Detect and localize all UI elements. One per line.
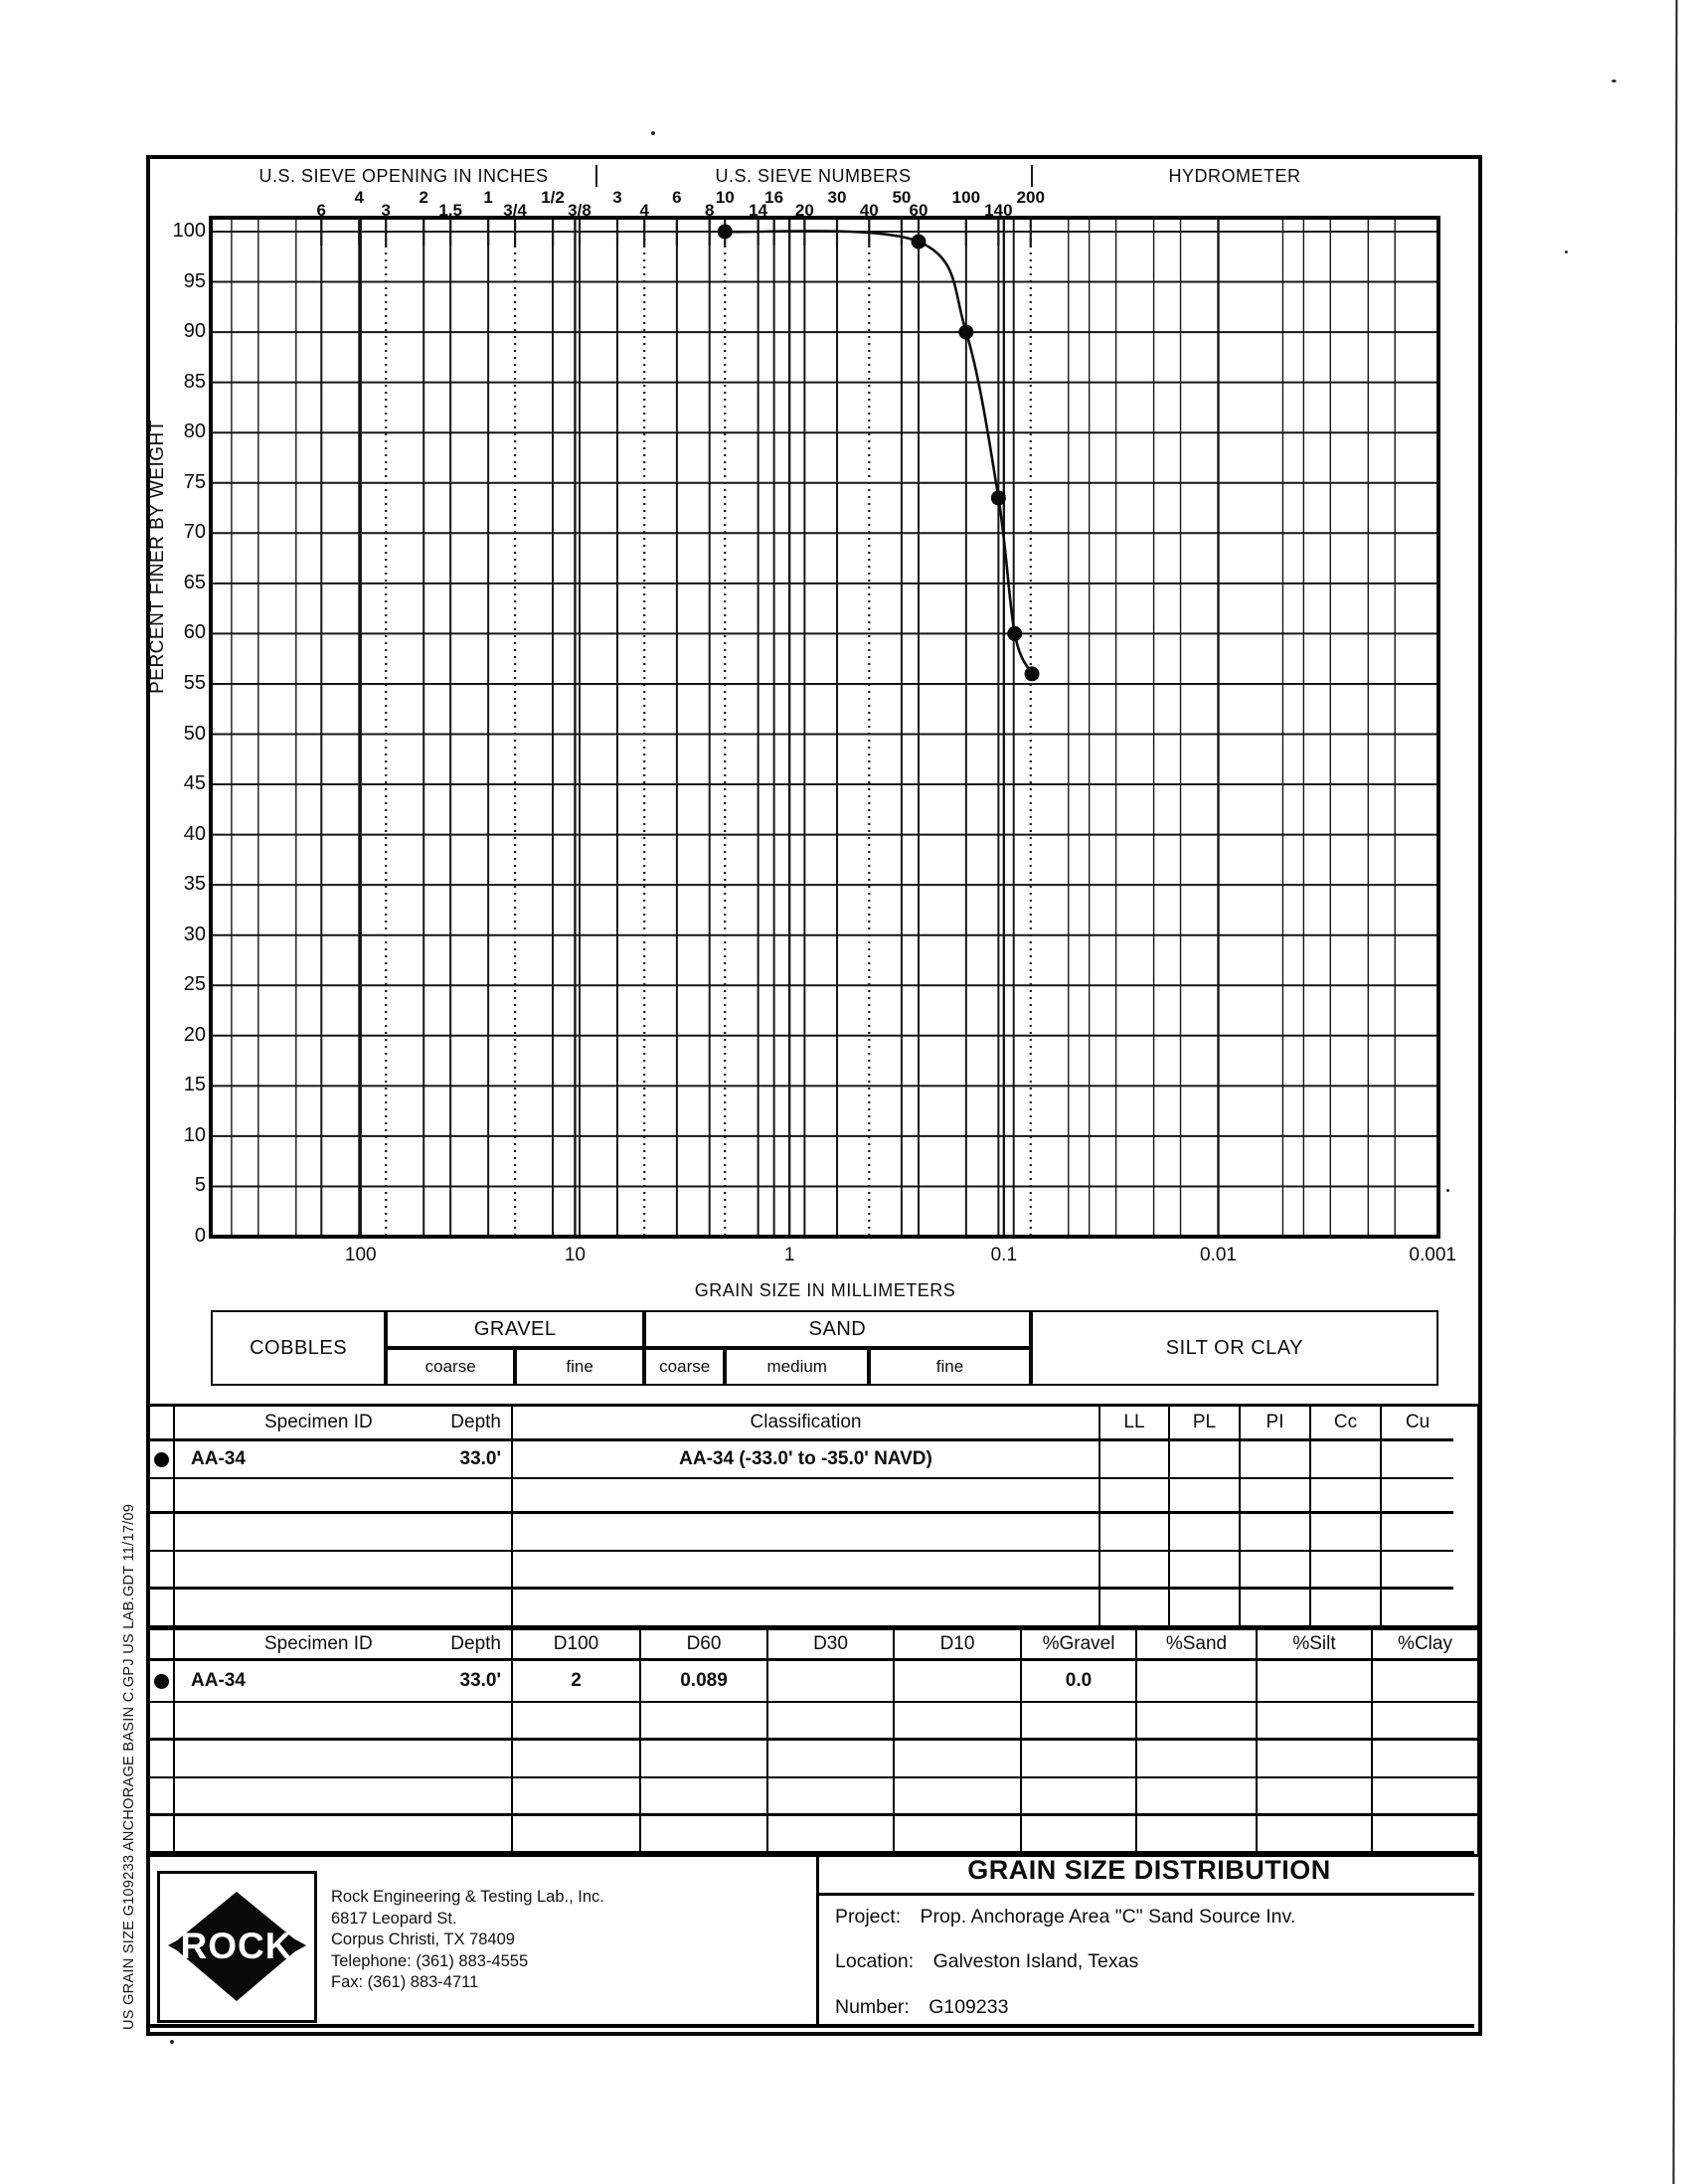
sieve-label-8: 8 bbox=[704, 201, 715, 220]
size-table-header-d10: D10 bbox=[895, 1630, 1022, 1661]
size-table-cell bbox=[513, 1741, 641, 1778]
y-tick-label-85: 85 bbox=[183, 370, 206, 393]
spec-table-cell bbox=[1100, 1514, 1170, 1552]
sieve-label-3-4: 3/4 bbox=[503, 201, 527, 220]
y-tick-label-95: 95 bbox=[183, 269, 206, 292]
spec-table-cell bbox=[1241, 1552, 1311, 1590]
sieve-label-20: 20 bbox=[794, 201, 814, 220]
rock-logo-icon bbox=[160, 1874, 314, 2020]
strip-silt-or-clay: SILT OR CLAY bbox=[1031, 1310, 1438, 1386]
location-line bbox=[835, 1950, 1138, 1973]
spec-table-header-pi: PI bbox=[1241, 1407, 1311, 1441]
strip-sand-fine: fine bbox=[869, 1348, 1030, 1386]
project-line bbox=[835, 1906, 1295, 1929]
size-table-cell bbox=[513, 1703, 641, 1741]
spec-table-cell bbox=[1311, 1590, 1382, 1625]
sieve-label-1: 1 bbox=[483, 188, 493, 207]
size-table-header-symbol bbox=[149, 1630, 175, 1661]
location-label: Location: bbox=[835, 1950, 915, 1972]
size-table-header-d30: D30 bbox=[768, 1630, 895, 1661]
sieve-label-30: 30 bbox=[827, 188, 847, 207]
sieve-label-14: 14 bbox=[749, 201, 768, 220]
y-tick-label-45: 45 bbox=[183, 772, 206, 795]
footer-divider bbox=[816, 1851, 819, 2028]
sieve-label-3-8: 3/8 bbox=[568, 201, 591, 220]
y-tick-label-75: 75 bbox=[183, 470, 206, 493]
size-table-cell bbox=[1258, 1816, 1373, 1854]
size-table-header-specimen-depth: Specimen ID Depth bbox=[175, 1630, 513, 1661]
plot-border bbox=[211, 218, 1438, 1237]
sieve-label-1.5: 1.5 bbox=[438, 201, 462, 220]
margin-file-stamp: US GRAIN SIZE G109233 ANCHORAGE BASIN C.GPJ US LAB.GDT 11/17/09 bbox=[121, 1503, 137, 2030]
y-tick-label-65: 65 bbox=[183, 571, 206, 593]
spec-table-row-symbol bbox=[149, 1441, 175, 1479]
scan-speck bbox=[1446, 1189, 1449, 1192]
size-table-cell bbox=[895, 1661, 1022, 1703]
strip-gravel-fine: fine bbox=[515, 1348, 644, 1386]
spec-table-header-symbol bbox=[149, 1407, 175, 1441]
y-tick-label-35: 35 bbox=[183, 873, 206, 896]
spec-table-cell bbox=[1311, 1552, 1382, 1590]
x-tick-label-0.001: 0.001 bbox=[1409, 1245, 1456, 1265]
sieve-label-3: 3 bbox=[381, 201, 391, 220]
specimen-classification-table bbox=[146, 1404, 1480, 1628]
sieve-label-4: 4 bbox=[354, 188, 364, 207]
spec-table-cell bbox=[1311, 1514, 1382, 1552]
size-table-cell bbox=[768, 1816, 895, 1854]
strip-gravel-coarse: coarse bbox=[386, 1348, 515, 1386]
spec-table-cell bbox=[1170, 1479, 1241, 1514]
y-tick-label-60: 60 bbox=[183, 621, 206, 644]
size-table-cell bbox=[768, 1661, 895, 1703]
spec-table-cell bbox=[1170, 1514, 1241, 1552]
size-table-header-pctsand: %Sand bbox=[1137, 1630, 1258, 1661]
gradation-curve bbox=[725, 231, 1032, 673]
spec-table-cell bbox=[1170, 1441, 1241, 1479]
size-table-cell bbox=[513, 1816, 641, 1854]
size-table-cell bbox=[1022, 1778, 1137, 1816]
title-underline bbox=[819, 1893, 1474, 1896]
sieve-label-2: 2 bbox=[419, 188, 428, 207]
sieve-label-3: 3 bbox=[612, 188, 622, 207]
size-table-specimen-depth bbox=[175, 1816, 513, 1854]
header-sieve-numbers: U.S. SIEVE NUMBERS bbox=[715, 166, 912, 186]
sieve-label-50: 50 bbox=[892, 188, 912, 207]
size-table-cell bbox=[1258, 1778, 1373, 1816]
header-divider-left bbox=[595, 165, 597, 187]
strip-cobbles: COBBLES bbox=[211, 1310, 386, 1386]
spec-table-cell bbox=[149, 1590, 175, 1625]
data-point-marker bbox=[911, 235, 926, 250]
size-table-cell bbox=[1137, 1741, 1258, 1778]
data-point-marker bbox=[1007, 626, 1022, 641]
spec-table-cell: AA-34 (-33.0' to -35.0' NAVD) bbox=[513, 1441, 1100, 1479]
company-line-3: Telephone: (361) 883-4555 bbox=[331, 1951, 529, 1970]
size-table-cell bbox=[1373, 1741, 1477, 1778]
size-table-cell: 0.089 bbox=[641, 1661, 768, 1703]
company-line-2: Corpus Christi, TX 78409 bbox=[331, 1931, 515, 1948]
data-point-marker bbox=[991, 490, 1006, 505]
data-point-marker bbox=[718, 225, 733, 240]
spec-table-header-pl: PL bbox=[1170, 1407, 1241, 1441]
y-tick-label-55: 55 bbox=[183, 671, 206, 694]
spec-table-cell bbox=[1241, 1514, 1311, 1552]
scan-speck bbox=[170, 2040, 174, 2044]
size-table-cell bbox=[895, 1703, 1022, 1741]
size-table-cell bbox=[149, 1741, 175, 1778]
data-point-marker bbox=[958, 325, 973, 340]
size-table-cell bbox=[1258, 1661, 1373, 1703]
x-tick-label-100: 100 bbox=[344, 1245, 377, 1265]
size-table-specimen-depth: AA-34 33.0' bbox=[175, 1661, 513, 1703]
spec-table-cell bbox=[1382, 1590, 1453, 1625]
strip-gravel: GRAVEL bbox=[386, 1310, 644, 1348]
size-table-cell bbox=[1258, 1741, 1373, 1778]
size-table-cell bbox=[1137, 1703, 1258, 1741]
sieve-label-140: 140 bbox=[984, 201, 1013, 220]
spec-table-cell bbox=[1100, 1441, 1170, 1479]
spec-table-cell bbox=[1382, 1552, 1453, 1590]
sieve-label-6: 6 bbox=[316, 201, 327, 220]
scan-speck bbox=[1565, 251, 1568, 253]
location-value: Galveston Island, Texas bbox=[932, 1950, 1139, 1972]
y-tick-label-40: 40 bbox=[183, 822, 206, 845]
spec-table-specimen-depth bbox=[175, 1514, 513, 1552]
spec-table-cell bbox=[1382, 1441, 1453, 1479]
spec-table-cell bbox=[1100, 1590, 1170, 1625]
company-logo bbox=[157, 1871, 317, 2023]
size-table-cell bbox=[1137, 1816, 1258, 1854]
number-line bbox=[835, 1996, 1008, 2019]
spec-table-specimen-depth: AA-34 33.0' bbox=[175, 1441, 513, 1479]
size-table-cell bbox=[895, 1816, 1022, 1854]
y-tick-label-20: 20 bbox=[183, 1023, 206, 1046]
y-tick-label-25: 25 bbox=[183, 973, 206, 996]
company-line-4: Fax: (361) 883-4711 bbox=[331, 1973, 479, 1991]
spec-table-cell bbox=[1170, 1590, 1241, 1625]
y-tick-label-0: 0 bbox=[194, 1225, 206, 1247]
header-divider-right bbox=[1031, 165, 1033, 187]
spec-table-cell bbox=[1241, 1479, 1311, 1514]
svg-text:ROCK: ROCK bbox=[180, 1926, 293, 1966]
company-address-block bbox=[331, 1887, 604, 1994]
y-tick-label-50: 50 bbox=[183, 722, 206, 745]
spec-table-cell bbox=[1382, 1514, 1453, 1552]
x-tick-label-0.1: 0.1 bbox=[990, 1245, 1018, 1265]
spec-table-header-ll: LL bbox=[1100, 1407, 1170, 1441]
strip-sand-coarse: coarse bbox=[644, 1348, 725, 1386]
size-table-cell bbox=[768, 1703, 895, 1741]
y-tick-label-15: 15 bbox=[183, 1074, 206, 1096]
size-table-cell bbox=[1373, 1703, 1477, 1741]
scan-speck bbox=[1611, 80, 1616, 83]
sieve-label-60: 60 bbox=[909, 201, 928, 220]
spec-table-specimen-depth bbox=[175, 1590, 513, 1625]
size-table-cell bbox=[1137, 1778, 1258, 1816]
size-table-cell bbox=[1373, 1661, 1477, 1703]
spec-table-cell bbox=[1241, 1590, 1311, 1625]
header-hydrometer: HYDROMETER bbox=[1168, 166, 1301, 186]
x-tick-label-0.01: 0.01 bbox=[1200, 1245, 1237, 1265]
x-tick-label-1: 1 bbox=[783, 1245, 795, 1265]
sieve-label-100: 100 bbox=[951, 188, 981, 207]
sieve-label-40: 40 bbox=[859, 201, 879, 220]
scan-speck bbox=[651, 131, 655, 135]
size-table-cell: 0.0 bbox=[1022, 1661, 1137, 1703]
size-table-cell bbox=[149, 1816, 175, 1854]
number-label: Number: bbox=[835, 1996, 910, 2018]
size-table-header-d100: D100 bbox=[513, 1630, 641, 1661]
spec-table-cell bbox=[513, 1590, 1100, 1625]
size-table-cell bbox=[895, 1741, 1022, 1778]
number-value: G109233 bbox=[928, 1996, 1009, 2018]
spec-table-cell bbox=[1170, 1552, 1241, 1590]
size-table-cell bbox=[1258, 1703, 1373, 1741]
size-table-cell bbox=[1373, 1816, 1477, 1854]
size-table-cell bbox=[1022, 1816, 1137, 1854]
spec-table-header-cu: Cu bbox=[1382, 1407, 1453, 1441]
header-sieve-inches: U.S. SIEVE OPENING IN INCHES bbox=[258, 166, 549, 186]
y-tick-label-30: 30 bbox=[183, 923, 206, 945]
spec-table-cell bbox=[1100, 1479, 1170, 1514]
size-table-cell bbox=[895, 1778, 1022, 1816]
size-table-header-pctclay: %Clay bbox=[1373, 1630, 1477, 1661]
size-table-cell bbox=[641, 1703, 768, 1741]
sieve-label-1-2: 1/2 bbox=[541, 188, 565, 207]
size-table-cell bbox=[149, 1778, 175, 1816]
spec-table-specimen-depth bbox=[175, 1552, 513, 1590]
report-title: GRAIN SIZE DISTRIBUTION bbox=[967, 1855, 1331, 1885]
size-table-cell bbox=[1022, 1741, 1137, 1778]
x-axis-title: GRAIN SIZE IN MILLIMETERS bbox=[694, 1280, 956, 1300]
size-table-cell bbox=[513, 1778, 641, 1816]
size-table-cell bbox=[1137, 1661, 1258, 1703]
size-table-header-pctgravel: %Gravel bbox=[1022, 1630, 1137, 1661]
spec-table-cell bbox=[149, 1552, 175, 1590]
project-label: Project: bbox=[835, 1906, 902, 1928]
x-tick-label-10: 10 bbox=[564, 1245, 587, 1265]
size-table-specimen-depth bbox=[175, 1703, 513, 1741]
sieve-label-16: 16 bbox=[764, 188, 784, 207]
size-table-cell bbox=[149, 1703, 175, 1741]
y-tick-label-90: 90 bbox=[183, 320, 206, 343]
y-axis-title: PERCENT FINER BY WEIGHT bbox=[147, 420, 168, 694]
spec-table-header-specimen-depth: Specimen ID Depth bbox=[175, 1407, 513, 1441]
size-table-cell bbox=[641, 1741, 768, 1778]
company-line-1: 6817 Leopard St. bbox=[331, 1909, 457, 1928]
y-tick-label-80: 80 bbox=[183, 420, 206, 443]
y-tick-label-70: 70 bbox=[183, 521, 206, 544]
y-tick-label-100: 100 bbox=[172, 220, 206, 242]
grain-size-summary-table bbox=[146, 1627, 1480, 1857]
size-table-cell bbox=[641, 1778, 768, 1816]
spec-table-header-cc: Cc bbox=[1311, 1407, 1382, 1441]
y-tick-label-5: 5 bbox=[194, 1174, 206, 1197]
size-table-cell bbox=[1373, 1778, 1477, 1816]
size-table-specimen-depth bbox=[175, 1778, 513, 1816]
y-tick-label-10: 10 bbox=[183, 1123, 206, 1146]
sieve-label-10: 10 bbox=[715, 188, 735, 207]
spec-table-cell bbox=[1382, 1479, 1453, 1514]
sieve-label-6: 6 bbox=[672, 188, 682, 207]
size-table-cell: 2 bbox=[513, 1661, 641, 1703]
strip-sand-medium: medium bbox=[725, 1348, 869, 1386]
size-table-cell bbox=[768, 1778, 895, 1816]
size-table-cell bbox=[768, 1741, 895, 1778]
sieve-label-4: 4 bbox=[639, 201, 649, 220]
spec-table-cell bbox=[1311, 1479, 1382, 1514]
data-point-marker bbox=[1025, 666, 1040, 681]
size-table-cell bbox=[1022, 1703, 1137, 1741]
size-table-specimen-depth bbox=[175, 1741, 513, 1778]
size-table-header-d60: D60 bbox=[641, 1630, 768, 1661]
spec-table-cell bbox=[513, 1514, 1100, 1552]
size-table-header-pctsilt: %Silt bbox=[1258, 1630, 1373, 1661]
spec-table-header-classification: Classification bbox=[513, 1407, 1100, 1441]
spec-table-cell bbox=[1241, 1441, 1311, 1479]
size-table-cell bbox=[641, 1816, 768, 1854]
sieve-label-200: 200 bbox=[1016, 188, 1045, 207]
spec-table-cell bbox=[1100, 1552, 1170, 1590]
company-line-0: Rock Engineering & Testing Lab., Inc. bbox=[331, 1888, 604, 1906]
spec-table-specimen-depth bbox=[175, 1479, 513, 1514]
spec-table-cell bbox=[149, 1514, 175, 1552]
spec-table-cell bbox=[149, 1479, 175, 1514]
project-value: Prop. Anchorage Area "C" Sand Source Inv. bbox=[920, 1906, 1296, 1928]
spec-table-cell bbox=[1311, 1441, 1382, 1479]
strip-sand: SAND bbox=[644, 1310, 1031, 1348]
spec-table-cell bbox=[513, 1552, 1100, 1590]
spec-table-cell bbox=[513, 1479, 1100, 1514]
size-table-row-symbol bbox=[149, 1661, 175, 1703]
